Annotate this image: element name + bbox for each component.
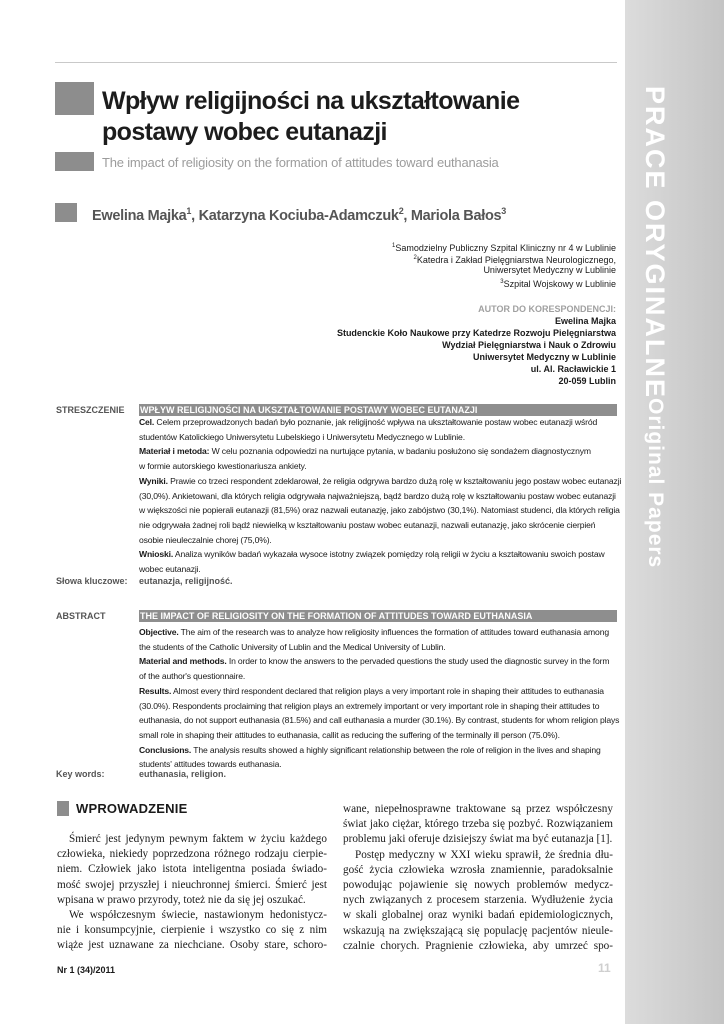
abstract-line-text: osobie nieuleczalnie chorej (75,0%).: [139, 534, 272, 545]
correspondence-line: Ewelina Majka: [554, 316, 616, 326]
abstract-label: ABSTRACT: [56, 611, 106, 621]
affiliation-mark: 3: [500, 279, 504, 285]
body-text-line: powodując pojawienie się nowych problemów medycz-: [343, 879, 613, 892]
abstract-section-label: Wnioski.: [139, 549, 174, 560]
abstract-line: [139, 416, 597, 429]
body-text-line: mość swojej przyszłej i nieuchronnej śmierci. Śmierć jest: [57, 878, 327, 891]
body-text-line: We współczesnym świecie, nastawionym hedonistycz-: [69, 909, 327, 922]
abstract-line: [139, 700, 599, 713]
abstract-line-text: euthanasia, do not support euthanasia (81.5%) and call euthanasia a murder (30.1%). By contrast, students for whom religion plays: [139, 715, 620, 726]
title-line-1: Wpływ religijności na ukształtowanie: [102, 87, 520, 115]
keywords-pl-label: Słowa kluczowe:: [56, 576, 128, 586]
abstract-line: [139, 534, 272, 547]
affiliation-text: Uniwersytet Medyczny w Lublinie: [483, 265, 616, 275]
abstract-line: [139, 460, 306, 473]
author-list: [92, 206, 506, 224]
author-affiliation-mark: 1: [186, 206, 192, 216]
category-label-pl: PRACE ORYGINALNE: [640, 86, 670, 400]
streszczenie-label: STRESZCZENIE: [56, 405, 125, 415]
author-separator: ,: [191, 207, 199, 224]
abstract-section-label: Objective.: [139, 627, 179, 637]
author-name: Ewelina Majka: [92, 207, 187, 224]
abstract-line: [139, 563, 201, 576]
correspondence-heading: AUTOR DO KORESPONDENCJI:: [478, 304, 616, 314]
abstract-line-text: of the author's questionnaire.: [139, 671, 246, 682]
abstract-line: [139, 729, 560, 742]
section-marker-square: [57, 801, 69, 816]
abstract-line: [139, 445, 591, 458]
abstract-section-label: Wyniki.: [139, 475, 168, 486]
keywords-pl: eutanazja, religijność.: [139, 576, 233, 586]
body-text-line: nie i konsumpcyjnie, cierpienie i wszystko co się z nim: [57, 924, 327, 937]
abstract-line-text: Analiza wyników badań wykazała wysoce istotny związek pomiędzy rolą religii w życiu a kształtowaniu swoich postaw: [173, 549, 605, 560]
abstract-line: [139, 475, 621, 488]
correspondence-line: Uniwersytet Medyczny w Lublinie: [472, 352, 616, 362]
body-column-left: [57, 832, 327, 954]
abstract-line: [139, 641, 446, 654]
abstract-line-text: small role in shaping their attitudes to euthanasia, callit as reducing the suffering of the terminally ill person (75.0%).: [139, 729, 560, 740]
abstract-line: [139, 626, 609, 639]
abstract-line: [139, 685, 604, 698]
abstract-line-text: (30.0%). Respondents proclaiming that religion plays an extremely important or very important role in shaping their attitudes to: [139, 700, 600, 711]
abstract-line-text: W celu poznania odpowiedzi na nurtujące pytania, w badaniu posłużono się sondażem diagnostycznym: [209, 446, 591, 457]
correspondence-line: Studenckie Koło Naukowe przy Katedrze Rozwoju Pielęgniarstwa: [336, 328, 616, 338]
streszczenie-title-bar: WPŁYW RELIGIJNOŚCI NA UKSZTAŁTOWANIE POSTAWY WOBEC EUTANAZJI: [139, 404, 617, 416]
affiliation-line: [483, 264, 616, 276]
abstract-section-label: Cel.: [139, 417, 155, 427]
body-text-line: świat jako ciężar, którego trzeba się pozbyć. Rozwiązaniem: [343, 818, 613, 831]
correspondence-line: 20-059 Lublin: [558, 376, 616, 386]
abstract-line-text: students' attitudes towards euthanasia.: [139, 759, 282, 770]
body-text-line: niem. Człowiek jako istota inteligentna posiada świado-: [57, 863, 327, 876]
abstract-line: [139, 519, 595, 532]
correspondence-line: ul. Al. Racławickie 1: [530, 364, 616, 374]
abstract-line-text: w większości nie popierali eutanazji (81,5%) oraz nazwali eutanazję, jako zabójstwo (30,1%). Natomiast studenci, dla których religia: [139, 505, 620, 516]
affiliation-mark: 2: [413, 255, 417, 261]
body-text-line: w skali globalnej oraz wyniki badań epidemiologicznych,: [343, 909, 613, 922]
body-text-line: Śmierć jest jedynym pewnym faktem w życiu każdego: [69, 833, 327, 845]
section-title: WPROWADZENIE: [76, 801, 188, 816]
abstract-section-label: Conclusions.: [139, 744, 192, 755]
body-text-line: wane, niepełnosprawne traktowane są przez współczesny: [343, 803, 613, 815]
keywords-en-label: Key words:: [56, 769, 105, 779]
abstract-line-text: Almost every third respondent declared that religion plays a very important role in shaping their attitudes to euthanasia: [171, 685, 604, 696]
abstract-line-text: In order to know the answers to the pervaded questions the study used the diagnostic survey in the form: [226, 656, 610, 667]
correspondence-line: Wydział Pielęgniarstwa i Nauk o Zdrowiu: [442, 340, 616, 350]
body-text-line: problemu jaki oferuje dzisiejszy świat ma być eutanazja [1].: [343, 833, 613, 846]
title-marker-square: [55, 82, 94, 115]
body-column-right: [343, 802, 613, 954]
author-name: Katarzyna Kociuba-Adamczuk: [198, 207, 399, 224]
abstract-line-text: Celem przeprowadzonych badań było poznanie, jak religijność wpływa na ukształtowanie postaw wobec eutanazji wśród: [154, 417, 598, 427]
abstract-line-text: wobec eutanazji.: [139, 564, 201, 574]
abstract-line: [139, 744, 601, 757]
author-affiliation-mark: 3: [501, 206, 506, 216]
abstract-line-text: the students of the Catholic University of Lublin and the Medical University of Lublin.: [139, 641, 446, 652]
page-number: 11: [598, 961, 611, 975]
abstract-line: [139, 504, 620, 517]
body-text-line: Postęp medyczny w XXI wieku sprawił, że średnia dłu-: [355, 848, 613, 861]
affiliation-text: Samodzielny Publiczny Szpital Kliniczny nr 4 w Lublinie: [395, 243, 616, 253]
abstract-section-label: Results.: [139, 685, 172, 696]
abstract-line-text: The analysis results showed a highly significant relationship between the role of religion in the lives and shaping: [191, 744, 601, 755]
author-separator: ,: [403, 207, 411, 224]
abstract-line-text: w formie autorskiego kwestionariusza ankiety.: [139, 461, 307, 472]
keywords-en: euthanasia, religion.: [139, 769, 227, 779]
author-affiliation-mark: 2: [398, 206, 404, 216]
affiliation-mark: 1: [392, 243, 396, 249]
abstract-line: [139, 670, 245, 683]
abstract-line-text: The aim of the research was to analyze how religiosity influences the formation of attitudes toward euthanasia among: [178, 627, 609, 637]
abstract-line: [139, 431, 465, 444]
abstract-line: [139, 548, 605, 561]
body-text-line: wiąże jest uznawane za niechciane. Osoby stare, schoro-: [57, 939, 327, 952]
author-name: Mariola Bałos: [410, 207, 502, 224]
title-line-2: postawy wobec eutanazji: [102, 118, 387, 146]
abstract-section-label: Materiał i metoda:: [139, 446, 210, 457]
issue-number: Nr 1 (34)/2011: [57, 965, 116, 975]
abstract-line: [139, 714, 619, 727]
abstract-line: [139, 655, 609, 668]
header-rule: [55, 62, 617, 63]
affiliation-text: Szpital Wojskowy w Lublinie: [503, 279, 616, 289]
subtitle-marker-square: [55, 152, 94, 171]
body-text-line: gość życia człowieka wzrosła znamiennie, paradoksalnie: [343, 863, 613, 876]
body-text-line: czalnie chorych. Pragnienie człowieka, aby umrzeć spo-: [343, 939, 613, 952]
subtitle-en: The impact of religiosity on the formation of attitudes toward euthanasia: [102, 155, 499, 170]
abstract-line-text: (30,0%). Ankietowani, dla których religia odgrywała najważniejszą, bądź bardzo dużą rolę w kształtowaniu postaw wobec eutanazji: [139, 490, 616, 501]
body-text-line: człowieka, niekiedy poprzedzona różnego rodzaju cierpie-: [57, 848, 327, 861]
abstract-line-text: studentów Katolickiego Uniwersytetu Lubelskiego i Uniwersytetu Medycznego w Lublinie.: [139, 431, 465, 442]
body-text-line: wskazują na zwiększającą się populację pacjentów nieule-: [343, 924, 613, 937]
body-text-line: wpisana w prawo przyrody, toteż nie da się jej oszukać.: [57, 893, 306, 906]
abstract-line-text: Prawie co trzeci respondent zdeklarował, że religia odgrywa bardzo dużą rolę w kształtowaniu jego postaw wobec eutanazji: [167, 475, 622, 486]
abstract-section-label: Material and methods.: [139, 656, 227, 667]
abstract-title-bar: THE IMPACT OF RELIGIOSITY ON THE FORMATION OF ATTITUDES TOWARD EUTHANASIA: [139, 610, 617, 622]
correspondence-block: [337, 303, 616, 387]
abstract-line: [139, 490, 616, 503]
affiliation-line: [500, 276, 616, 290]
body-text-line: nych związanych z procesem starzenia. Wydłużenie życia: [343, 894, 613, 907]
affiliation-text: Katedra i Zakład Pielęgniarstwa Neurologicznego,: [416, 255, 616, 265]
category-label-en: Original Papers: [644, 398, 667, 569]
authors-marker-square: [55, 203, 77, 222]
abstract-line-text: nie odgrywała żadnej roli bądź niewielką w kształtowaniu postaw wobec eutanazji, nazwali eutanazję, jako skrócenie cierpień: [139, 519, 596, 530]
